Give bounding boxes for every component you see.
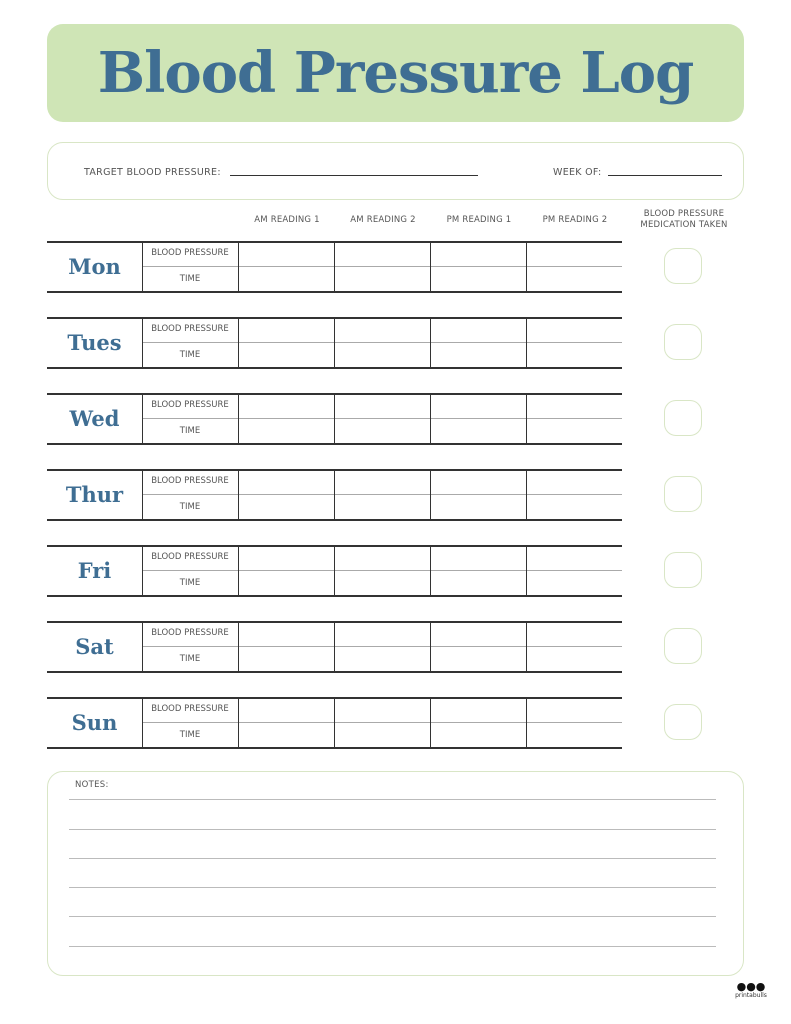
day-row [47, 545, 622, 596]
bp-row-label: BLOOD PRESSURE [151, 400, 229, 410]
day-name: Thur [65, 482, 124, 507]
column-divider [238, 697, 239, 748]
medication-checkbox[interactable] [664, 476, 702, 512]
bp-row-label: BLOOD PRESSURE [151, 628, 229, 638]
notes-label: NOTES: [75, 780, 109, 790]
col-header-pm-1: PM READING 1 [446, 215, 512, 225]
row-divider [142, 494, 622, 495]
week-of-label: WEEK OF: [553, 167, 602, 178]
column-divider [526, 697, 527, 748]
column-divider [334, 697, 335, 748]
time-row-label: TIME [179, 350, 201, 360]
row-divider [142, 342, 622, 343]
medication-header [630, 209, 738, 231]
notes-line[interactable] [69, 887, 716, 888]
day-row [47, 469, 622, 520]
col-header-am-1: AM READING 1 [254, 215, 320, 225]
column-divider [334, 317, 335, 368]
notes-line[interactable] [69, 858, 716, 859]
time-row-label: TIME [179, 730, 201, 740]
day-name: Sat [75, 634, 114, 659]
time-row-label: TIME [179, 502, 201, 512]
bp-row-label: BLOOD PRESSURE [151, 324, 229, 334]
column-divider [526, 545, 527, 596]
day-name: Wed [69, 406, 120, 431]
column-divider [238, 317, 239, 368]
column-divider [430, 469, 431, 520]
column-divider [334, 241, 335, 292]
column-divider [334, 469, 335, 520]
time-row-label: TIME [179, 274, 201, 284]
day-name: Tues [67, 330, 122, 355]
column-divider [526, 317, 527, 368]
notes-line[interactable] [69, 946, 716, 947]
row-divider [142, 646, 622, 647]
week-of-field[interactable] [608, 175, 722, 176]
page-title: Blood Pressure Log [97, 40, 694, 106]
notes-line[interactable] [69, 829, 716, 830]
brand-logo-text: printabulls [735, 992, 767, 999]
medication-checkbox[interactable] [664, 324, 702, 360]
column-divider [430, 317, 431, 368]
col-header-pm-2: PM READING 2 [542, 215, 608, 225]
column-divider [430, 697, 431, 748]
title-banner [47, 24, 744, 122]
column-divider [430, 621, 431, 672]
column-divider [526, 393, 527, 444]
notes-line[interactable] [69, 799, 716, 800]
row-divider [142, 418, 622, 419]
day-row [47, 241, 622, 292]
column-divider [334, 545, 335, 596]
column-divider [430, 545, 431, 596]
column-divider [238, 545, 239, 596]
bp-row-label: BLOOD PRESSURE [151, 552, 229, 562]
column-divider [238, 393, 239, 444]
day-name: Sun [71, 710, 118, 735]
day-row [47, 697, 622, 748]
time-row-label: TIME [179, 654, 201, 664]
column-divider [238, 621, 239, 672]
row-divider [142, 722, 622, 723]
medication-checkbox[interactable] [664, 704, 702, 740]
row-divider [142, 570, 622, 571]
column-divider [334, 621, 335, 672]
notes-line[interactable] [69, 916, 716, 917]
target-bp-label: TARGET BLOOD PRESSURE: [84, 167, 221, 178]
medication-checkbox[interactable] [664, 552, 702, 588]
col-header-am-2: AM READING 2 [350, 215, 416, 225]
column-divider [430, 393, 431, 444]
column-divider [238, 469, 239, 520]
day-name: Fri [77, 558, 112, 583]
bp-row-label: BLOOD PRESSURE [151, 704, 229, 714]
time-row-label: TIME [179, 578, 201, 588]
day-row [47, 621, 622, 672]
day-name: Mon [68, 254, 121, 279]
medication-checkbox[interactable] [664, 400, 702, 436]
bp-row-label: BLOOD PRESSURE [151, 248, 229, 258]
column-divider [334, 393, 335, 444]
column-divider [430, 241, 431, 292]
row-divider [142, 266, 622, 267]
bp-row-label: BLOOD PRESSURE [151, 476, 229, 486]
medication-checkbox[interactable] [664, 248, 702, 284]
medication-checkbox[interactable] [664, 628, 702, 664]
column-divider [526, 469, 527, 520]
time-row-label: TIME [179, 426, 201, 436]
day-row [47, 393, 622, 444]
medication-header-line-2: MEDICATION TAKEN [640, 220, 728, 230]
column-divider [238, 241, 239, 292]
column-divider [526, 241, 527, 292]
day-row [47, 317, 622, 368]
medication-header-line-1: BLOOD PRESSURE [643, 209, 725, 219]
paw-prints-icon: ●●● [736, 980, 766, 993]
column-divider [526, 621, 527, 672]
target-bp-field[interactable] [230, 175, 478, 176]
brand-logo [733, 981, 769, 999]
